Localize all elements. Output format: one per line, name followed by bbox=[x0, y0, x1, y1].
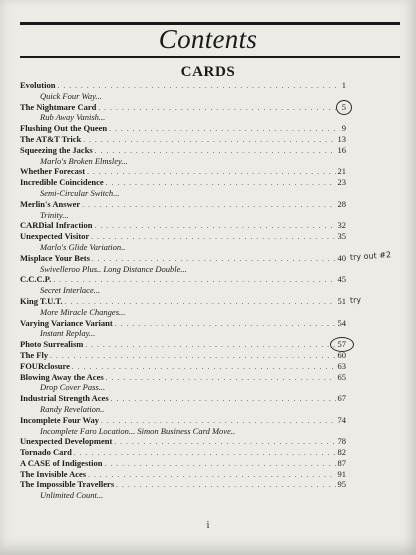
toc-entry bbox=[20, 220, 346, 231]
toc-entry bbox=[20, 361, 346, 372]
page-title: Contents bbox=[158, 24, 258, 54]
toc-subentry bbox=[20, 264, 346, 275]
handwritten-note: try out #2 bbox=[349, 249, 392, 262]
toc-entry bbox=[20, 123, 346, 134]
toc-entry bbox=[20, 339, 346, 350]
toc-page-number: 40 bbox=[337, 252, 346, 263]
toc-entry-title: Whether Forecast bbox=[20, 166, 86, 177]
toc-entry-title: The AT&T Trick bbox=[20, 133, 82, 144]
toc-entry bbox=[20, 199, 346, 210]
toc-entry bbox=[20, 318, 346, 329]
toc-entry bbox=[20, 102, 346, 113]
toc-entry-title: Squeezing the Jacks bbox=[20, 144, 93, 155]
toc-page-number: 82 bbox=[337, 447, 346, 458]
toc-entry bbox=[20, 393, 346, 404]
toc-subentry bbox=[20, 156, 346, 167]
toc-entry-title: Incomplete Faro Location... Simon Business Card Move.. bbox=[40, 425, 236, 436]
toc-entry-title: Flushing Out the Queen bbox=[20, 123, 108, 134]
toc-page-number: 35 bbox=[337, 231, 346, 242]
toc-page-number: 5 bbox=[341, 101, 346, 112]
toc-entry bbox=[20, 145, 346, 156]
toc-page-number: 91 bbox=[337, 468, 346, 479]
toc-entry bbox=[20, 177, 346, 188]
toc-subentry bbox=[20, 285, 346, 296]
toc-entry-title: Swivelleroo Plus.. Long Distance Double... bbox=[40, 263, 187, 274]
toc-page-number: 87 bbox=[337, 457, 346, 468]
toc-subentry bbox=[20, 242, 346, 253]
toc-entry-title: The Nightmare Card bbox=[20, 101, 97, 112]
toc-entry-title: Rub Away Vanish... bbox=[40, 112, 106, 123]
toc-entry-title: Trinity... bbox=[40, 209, 69, 220]
toc-page-number: 13 bbox=[337, 133, 346, 144]
toc-subentry bbox=[20, 112, 346, 123]
toc-page-number: 65 bbox=[337, 371, 346, 382]
toc-entry-title: Evolution bbox=[20, 80, 56, 90]
toc-entry-title: Quick Four Way... bbox=[40, 90, 102, 101]
toc-page-number: 16 bbox=[337, 144, 346, 155]
toc-entry-title: FOURclosure bbox=[20, 360, 70, 371]
handwritten-note: try bbox=[349, 295, 362, 305]
toc-entry-title: Blowing Away the Aces bbox=[20, 371, 104, 382]
title-underline-rule bbox=[20, 56, 400, 58]
toc-page-number: 57 bbox=[337, 339, 346, 350]
toc-entry-title: C.C.C.P. bbox=[20, 274, 52, 285]
toc-entry bbox=[20, 372, 346, 383]
toc-entry-title: Merlin's Answer bbox=[20, 198, 81, 209]
toc-page-number: 95 bbox=[337, 479, 346, 490]
toc-subentry bbox=[20, 490, 346, 501]
toc-entry bbox=[20, 80, 346, 91]
toc-entry-title: Marlo's Broken Elmsley... bbox=[40, 155, 128, 166]
toc-page-number: 45 bbox=[337, 274, 346, 285]
toc-page-number: 1 bbox=[341, 80, 346, 90]
toc-page-number: 21 bbox=[337, 166, 346, 177]
toc-subentry bbox=[20, 404, 346, 415]
toc-entry-title: The Impossible Travellers bbox=[20, 479, 115, 490]
toc-entry-title: Incomplete Four Way bbox=[20, 414, 100, 425]
toc-entry-title: Randy Revelation.. bbox=[40, 403, 105, 414]
toc-page-number: 67 bbox=[337, 393, 346, 404]
toc-entry-title: Industrial Strength Aces bbox=[20, 393, 109, 404]
toc-entry-title: Secret Interlace... bbox=[40, 285, 101, 296]
toc-subentry bbox=[20, 307, 346, 318]
toc-page-number: 78 bbox=[337, 436, 346, 447]
toc-page-number: 51 bbox=[337, 295, 346, 306]
toc-entry-title: Unexpected Visitor bbox=[20, 231, 90, 242]
toc-subentry bbox=[20, 328, 346, 339]
toc-entry-title: CARDial Infraction bbox=[20, 220, 93, 231]
toc-subentry bbox=[20, 188, 346, 199]
toc-page-number: 28 bbox=[337, 198, 346, 209]
toc-entry bbox=[20, 350, 346, 361]
toc-entry-title: The Invisible Aces bbox=[20, 468, 87, 479]
toc-subentry bbox=[20, 91, 346, 102]
toc-entry-title: Incredible Coincidence bbox=[20, 177, 104, 188]
toc-entry-title: Semi-Circular Switch... bbox=[40, 187, 120, 198]
toc-entry bbox=[20, 166, 346, 177]
toc-entry bbox=[20, 469, 346, 480]
toc-entry bbox=[20, 447, 346, 458]
toc-entry-title: More Miracle Changes... bbox=[40, 306, 126, 317]
toc-entry-title: Photo Surrealism bbox=[20, 339, 84, 350]
toc-entry-title: Varying Variance Variant bbox=[20, 317, 113, 328]
toc-entry bbox=[20, 249, 392, 264]
toc-entry-title: Tornado Card bbox=[20, 447, 72, 458]
toc-entry-title: Instant Replay... bbox=[40, 328, 96, 339]
toc-entry bbox=[20, 295, 362, 307]
toc-entry-title: Drop Cover Pass... bbox=[40, 382, 106, 393]
toc-page-number: 74 bbox=[337, 414, 346, 425]
toc-entry-title: The Fly bbox=[20, 349, 49, 360]
toc-page-number: 32 bbox=[337, 220, 346, 231]
toc-page-number: 60 bbox=[337, 349, 346, 360]
section-heading: CARDS bbox=[180, 64, 236, 80]
toc-entry bbox=[20, 479, 346, 490]
toc-page-number: 9 bbox=[341, 123, 346, 134]
toc-entry bbox=[20, 274, 346, 285]
toc-page-number: 54 bbox=[337, 317, 346, 328]
toc-subentry bbox=[20, 426, 346, 437]
toc-entry bbox=[20, 134, 346, 145]
toc-entry-title: Misplace Your Bets bbox=[20, 252, 90, 263]
toc-entry bbox=[20, 415, 346, 426]
toc-subentry bbox=[20, 382, 346, 393]
toc-entry-title: King T.U.T. bbox=[20, 295, 63, 306]
toc-entry bbox=[20, 231, 346, 242]
toc-entry-title: Marlo's Glide Variation.. bbox=[40, 241, 126, 252]
toc-entry-title: Unlimited Count... bbox=[40, 490, 104, 501]
toc-entry-title: Unexpected Development bbox=[20, 436, 113, 447]
toc-entry-title: A CASE of Indigestion bbox=[20, 457, 103, 468]
toc-entry bbox=[20, 458, 346, 469]
page-folio: i bbox=[206, 520, 210, 531]
toc-entry bbox=[20, 436, 346, 447]
toc-page-number: 63 bbox=[337, 360, 346, 371]
toc-subentry bbox=[20, 210, 346, 221]
table-of-contents bbox=[20, 80, 392, 501]
toc-page-number: 23 bbox=[337, 177, 346, 188]
